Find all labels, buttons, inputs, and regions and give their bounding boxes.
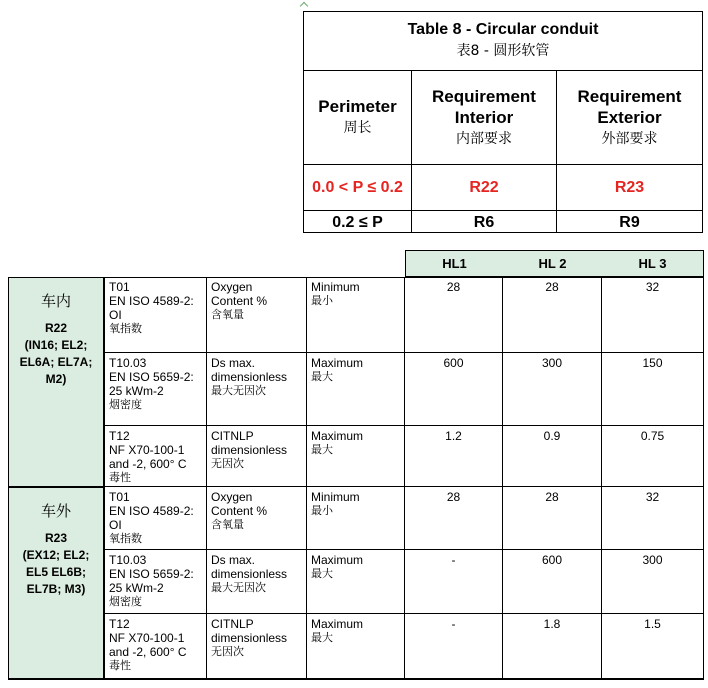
test-method-cell: [105, 614, 207, 680]
test-method-line: and -2, 600° C: [109, 645, 187, 659]
test-method-line: 25 kWm-2: [109, 384, 164, 398]
hl-table-body: [8, 277, 704, 680]
hl3-value-cell: [602, 487, 704, 550]
hl3-value: 32: [645, 490, 660, 504]
group-r22: [8, 277, 105, 487]
test-method-cell: [105, 353, 207, 426]
test-method-cell: [105, 277, 207, 353]
property-zh: 无因次: [211, 645, 244, 658]
corner-marker: [300, 2, 308, 10]
group-line: (IN16; EL2;: [24, 338, 88, 352]
requirement-en: Maximum: [311, 617, 364, 631]
header-exterior-zh: 外部要求: [601, 130, 658, 147]
table-8-title: [304, 12, 702, 71]
requirement-cell: [307, 487, 405, 550]
property-cell: [207, 426, 307, 487]
hl3-value: 150: [642, 356, 663, 370]
test-method-line: T01: [109, 490, 130, 504]
exterior-cell: [557, 211, 702, 233]
hl1-value: 28: [446, 280, 461, 294]
requirement-en: Maximum: [311, 553, 364, 567]
requirement-zh: 最大: [311, 370, 333, 383]
test-method-line: NF X70-100-1: [109, 631, 185, 645]
test-method-line: OI: [109, 518, 122, 532]
property-cell: [207, 353, 307, 426]
requirement-en: Maximum: [311, 356, 364, 370]
test-method-zh: 氧指数: [109, 532, 142, 545]
header-hl2: HL 2: [503, 250, 603, 277]
property-cell: [207, 487, 307, 550]
property-line: dimensionless: [211, 631, 288, 645]
interior-cell: [412, 165, 557, 210]
hl-requirements-table: [8, 250, 704, 680]
hl1-value-cell: [405, 277, 503, 353]
hl2-value: 1.8: [543, 617, 561, 631]
group-line: EL6A; EL7A;: [19, 355, 93, 369]
group-line: M2): [45, 372, 67, 386]
test-method-line: OI: [109, 308, 122, 322]
test-method-line: EN ISO 5659-2:: [109, 370, 194, 384]
property-line: Ds max.: [211, 553, 256, 567]
hl2-value-cell: [503, 277, 602, 353]
hl1-value-cell: [405, 353, 503, 426]
hl1-value: -: [451, 617, 456, 631]
hl1-value-cell: [405, 487, 503, 550]
requirement-zh: 最大: [311, 443, 333, 456]
group-r23: [8, 487, 105, 680]
property-line: CITNLP: [211, 429, 254, 443]
header-hl3: HL 3: [602, 250, 704, 277]
test-method-line: EN ISO 5659-2:: [109, 567, 194, 581]
header-interior-zh: 内部要求: [456, 130, 512, 147]
header-perimeter-en: Perimeter: [318, 97, 397, 116]
property-zh: 含氧量: [211, 308, 244, 321]
requirement-en: Minimum: [311, 280, 360, 294]
test-method-zh: 毒性: [109, 659, 131, 672]
requirement-zh: 最大: [311, 567, 333, 580]
header-exterior: [557, 71, 702, 164]
hl2-value-cell: [503, 487, 602, 550]
hl1-value-cell: [405, 550, 503, 614]
group-line: (EX12; EL2;: [22, 548, 90, 562]
interior-cell: [412, 211, 557, 233]
table-8: [303, 11, 703, 233]
header-perimeter-zh: 周长: [343, 120, 372, 136]
test-method-cell: [105, 550, 207, 614]
hl2-value: 28: [545, 280, 559, 294]
exterior-cell: [557, 165, 702, 210]
property-line: Content %: [211, 294, 268, 308]
hl3-value: 32: [645, 280, 660, 294]
property-line: dimensionless: [211, 370, 288, 384]
perimeter-cell: [304, 211, 412, 233]
property-line: Ds max.: [211, 356, 256, 370]
table-8-row: [304, 211, 702, 233]
hl2-value: 28: [545, 490, 559, 504]
test-method-zh: 烟密度: [109, 595, 142, 608]
header-perimeter: [304, 71, 412, 164]
hl3-value: 1.5: [644, 617, 661, 631]
hl2-value-cell: [503, 353, 602, 426]
requirement-cell: [307, 614, 405, 680]
property-line: CITNLP: [211, 617, 254, 631]
hl1-value: 1.2: [445, 429, 462, 443]
hl1-value-cell: [405, 614, 503, 680]
requirement-cell: [307, 426, 405, 487]
test-method-line: EN ISO 4589-2:: [109, 294, 194, 308]
perimeter-cell: [304, 165, 412, 210]
table-8-row: [304, 165, 702, 211]
hl2-value-cell: [503, 614, 602, 680]
hl2-value-cell: [503, 550, 602, 614]
group-line: EL7B; M3): [26, 582, 86, 596]
hl1-value: 600: [443, 356, 464, 370]
group-line: EL5 EL6B;: [25, 565, 86, 579]
header-interior-en: Requirement Interior: [432, 86, 536, 127]
requirement-zh: 最小: [311, 504, 333, 517]
hl1-value-cell: [405, 426, 503, 487]
test-method-line: NF X70-100-1: [109, 443, 185, 457]
property-cell: [207, 277, 307, 353]
test-method-cell: [105, 426, 207, 487]
test-method-line: 25 kWm-2: [109, 581, 164, 595]
hl1-value: -: [451, 553, 456, 567]
property-cell: [207, 614, 307, 680]
test-method-zh: 毒性: [109, 471, 131, 484]
property-zh: 最大无因次: [211, 581, 266, 594]
hl3-value-cell: [602, 277, 704, 353]
header-exterior-en: Requirement Exterior: [577, 86, 682, 127]
hl2-value: 0.9: [543, 429, 561, 443]
exterior-value: R23: [614, 179, 645, 196]
group-zh-label: 车内: [40, 292, 71, 310]
hl3-value-cell: [602, 550, 704, 614]
group-code: R23: [44, 531, 67, 545]
test-method-line: T12: [109, 617, 130, 631]
test-method-line: T10.03: [109, 553, 147, 567]
property-line: dimensionless: [211, 443, 288, 457]
property-line: Oxygen: [211, 280, 253, 294]
test-method-zh: 烟密度: [109, 398, 142, 411]
requirement-en: Minimum: [311, 490, 360, 504]
table-8-title-zh: 表8 - 圆形软管: [456, 43, 550, 59]
test-method-line: EN ISO 4589-2:: [109, 504, 194, 518]
property-line: Oxygen: [211, 490, 253, 504]
property-zh: 无因次: [211, 457, 244, 470]
requirement-cell: [307, 277, 405, 353]
header-interior: [412, 71, 557, 164]
test-method-line: T12: [109, 429, 130, 443]
test-method-cell: [105, 487, 207, 550]
hl2-value: 600: [541, 553, 563, 567]
hl3-value: 0.75: [640, 429, 665, 443]
hl1-value: 28: [446, 490, 461, 504]
perimeter-value: 0.0 < P ≤ 0.2: [312, 179, 403, 196]
header-hl1: HL1: [405, 250, 504, 277]
property-zh: 含氧量: [211, 518, 244, 531]
test-method-line: T01: [109, 280, 130, 294]
requirement-cell: [307, 353, 405, 426]
perimeter-value: 0.2 ≤ P: [332, 213, 383, 231]
test-method-line: T10.03: [109, 356, 147, 370]
hl3-value-cell: [602, 353, 704, 426]
property-cell: [207, 550, 307, 614]
interior-value: R6: [473, 213, 495, 231]
property-line: Content %: [211, 504, 268, 518]
property-zh: 最大无因次: [211, 384, 266, 397]
hl2-value-cell: [503, 426, 602, 487]
requirement-cell: [307, 550, 405, 614]
property-line: dimensionless: [211, 567, 288, 581]
hl3-value-cell: [602, 614, 704, 680]
table-8-title-en: Table 8 - Circular conduit: [407, 21, 599, 38]
test-method-zh: 氧指数: [109, 322, 142, 335]
requirement-zh: 最大: [311, 631, 333, 644]
hl3-value-cell: [602, 426, 704, 487]
requirement-en: Maximum: [311, 429, 364, 443]
group-zh-label: 车外: [40, 502, 71, 520]
interior-value: R22: [469, 179, 499, 196]
group-code: R22: [44, 321, 67, 335]
hl2-value: 300: [541, 356, 563, 370]
requirement-zh: 最小: [311, 294, 333, 307]
hl3-value: 300: [642, 553, 663, 567]
exterior-value: R9: [619, 213, 640, 231]
table-8-header-row: [304, 71, 702, 165]
test-method-line: and -2, 600° C: [109, 457, 187, 471]
